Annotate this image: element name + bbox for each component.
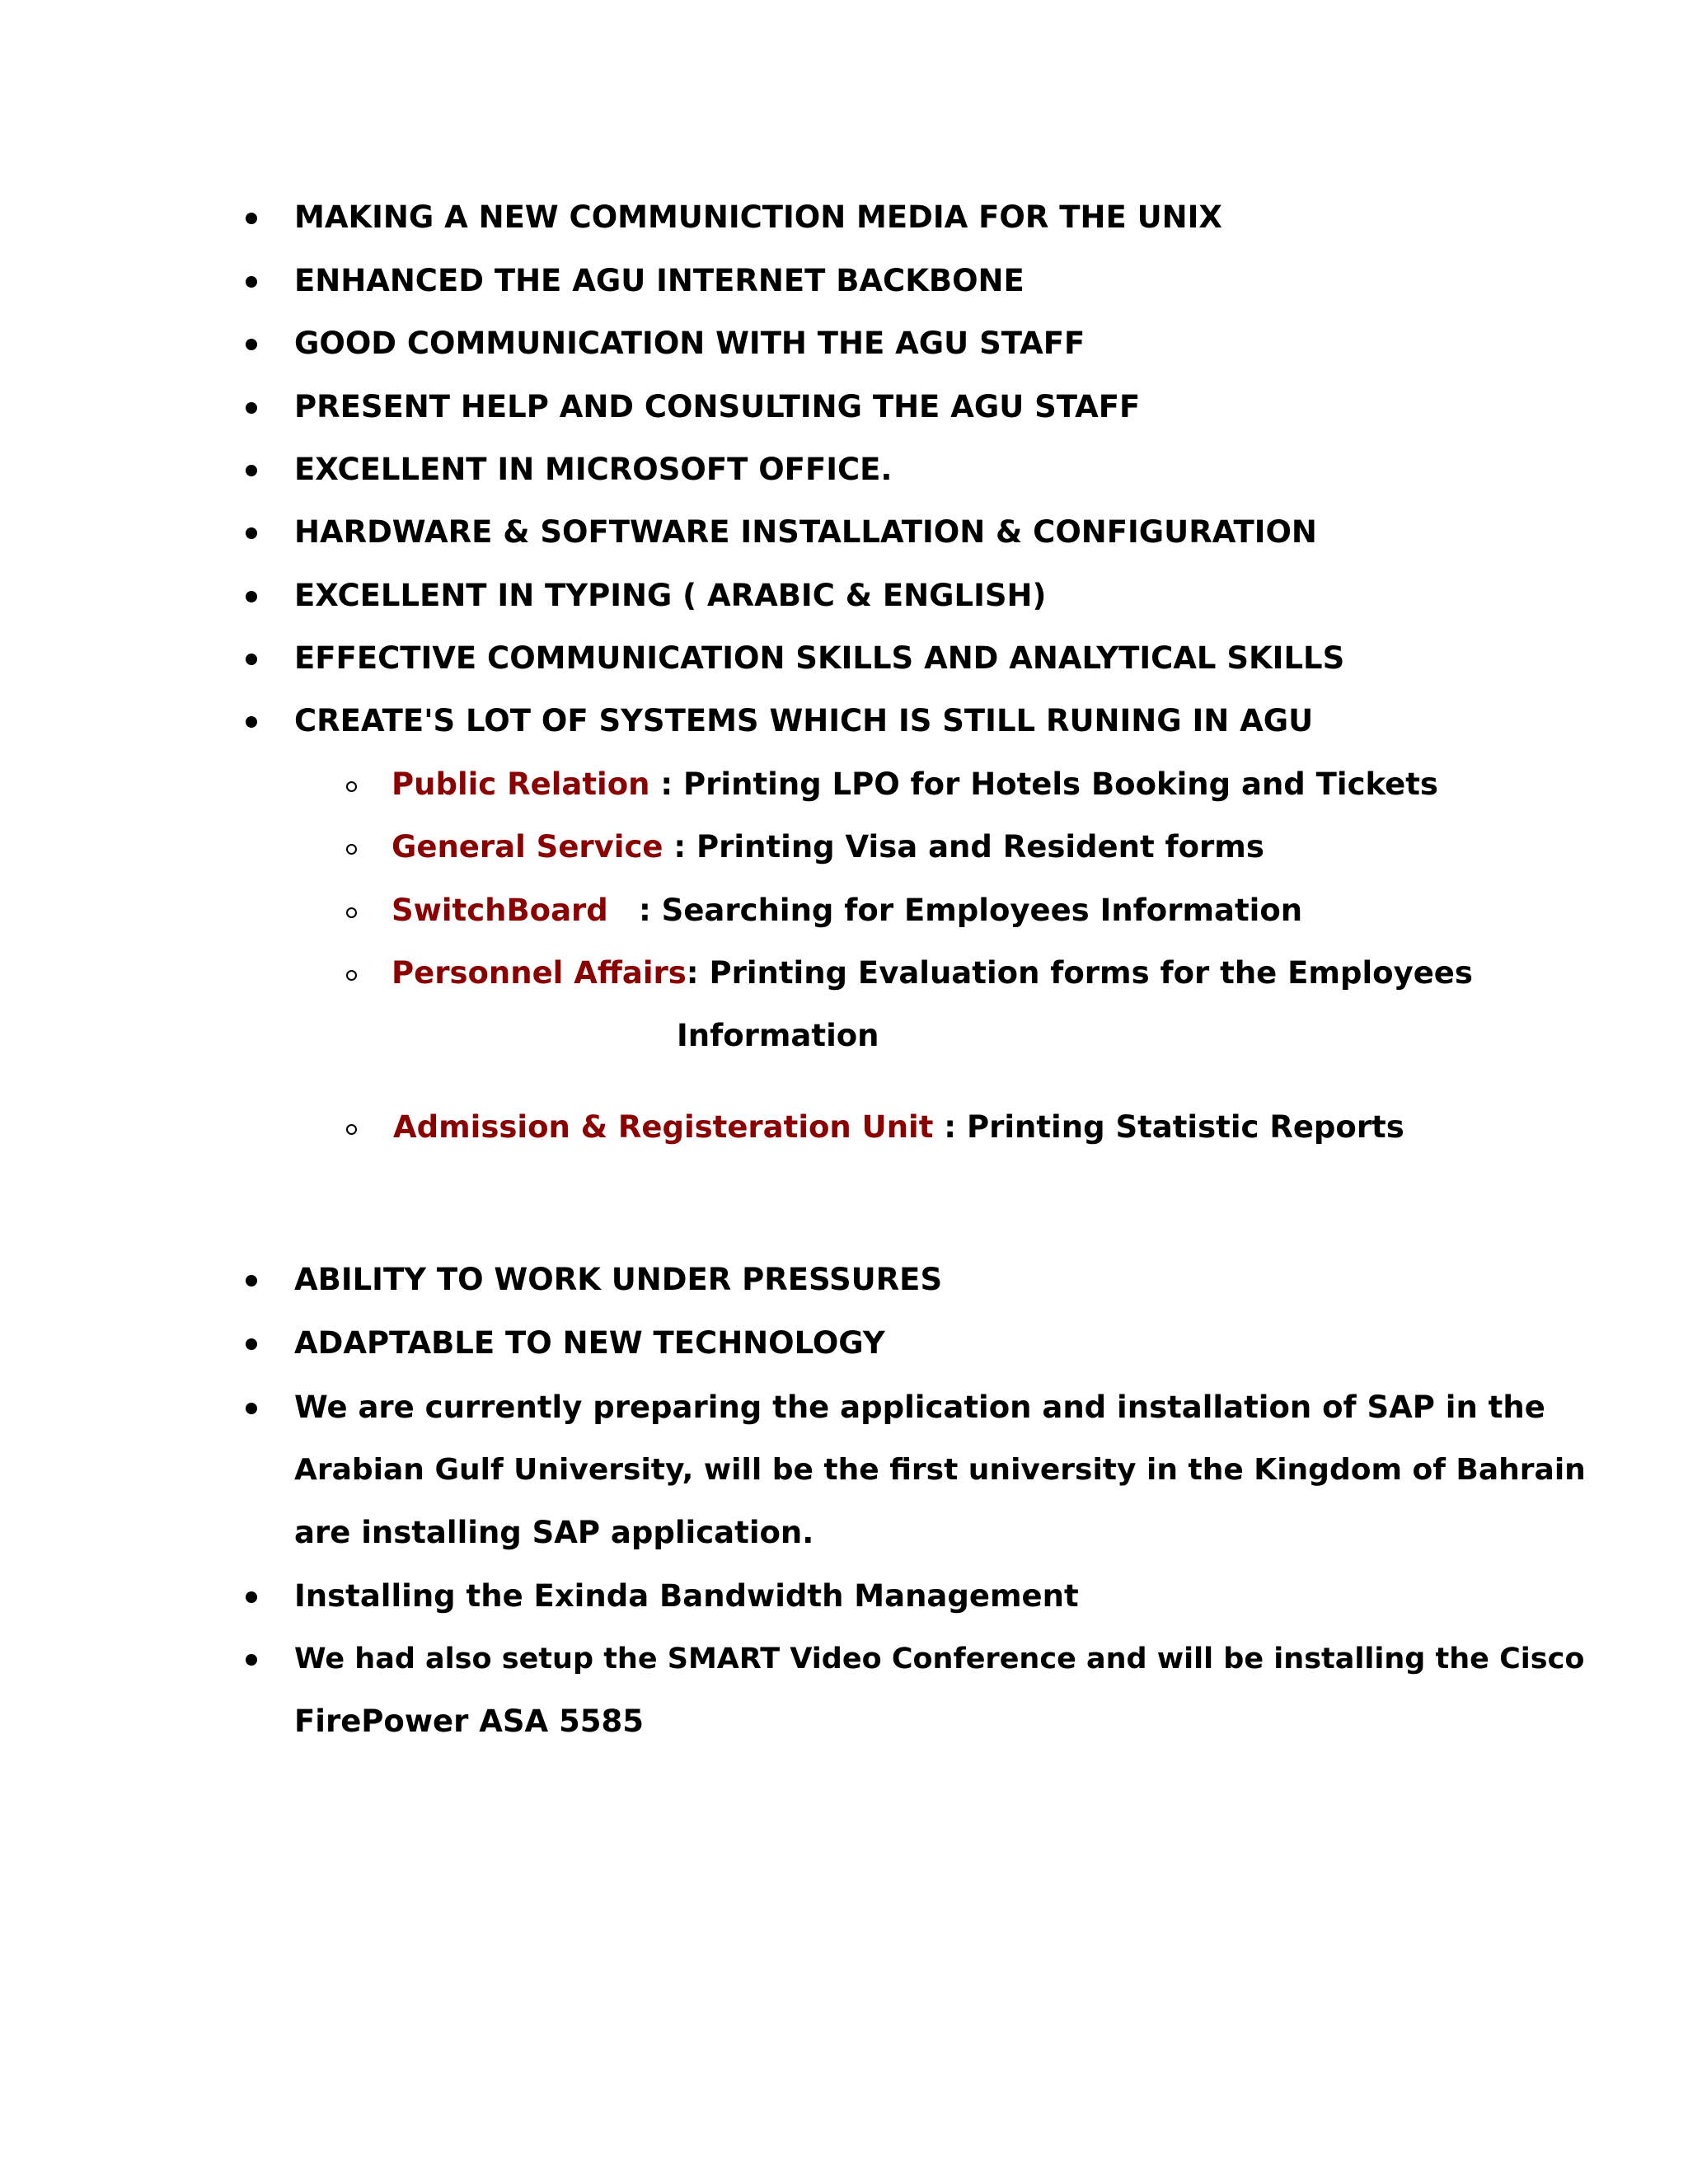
list-item: ADAPTABLE TO NEW TECHNOLOGY [294,1325,885,1361]
department-name: Admission & Registeration Unit [393,1109,934,1145]
bullet-icon [246,465,257,476]
list-item: CREATE'S LOT OF SYSTEMS WHICH IS STILL RUNING IN AGU [294,703,1314,738]
sublist-item [393,1108,1404,1147]
circle-bullet-icon [346,970,357,981]
bullet-icon [246,213,257,224]
circle-bullet-icon [346,1124,357,1135]
bullet-icon [246,527,257,539]
system-description: : Printing Evaluation forms for the Employees [686,955,1473,991]
bullet-icon [246,339,257,350]
list-item: PRESENT HELP AND CONSULTING THE AGU STAFF [294,389,1141,424]
bullet-icon [246,716,257,728]
system-description-continuation: Information [677,1018,879,1053]
department-name: Personnel Affairs [392,955,687,991]
sublist-item [392,765,1438,804]
paragraph-line: Arabian Gulf University, will be the first university in the Kingdom of Bahrain [294,1453,1586,1487]
sublist-item [392,954,1473,993]
list-item: ABILITY TO WORK UNDER PRESSURES [294,1262,943,1297]
circle-bullet-icon [346,907,357,918]
list-item: EFFECTIVE COMMUNICATION SKILLS AND ANALYTICAL SKILLS [294,640,1345,676]
bullet-icon [246,1591,257,1603]
department-name: Public Relation [392,766,650,802]
bullet-icon [246,1338,257,1350]
sublist-item [392,891,608,930]
paragraph-line: We are currently preparing the application and installation of SAP in the [294,1390,1545,1425]
list-item: ENHANCED THE AGU INTERNET BACKBONE [294,263,1025,298]
system-description: : Printing Visa and Resident forms [663,829,1264,865]
list-item: EXCELLENT IN TYPING ( ARABIC & ENGLISH) [294,578,1047,613]
sublist-item [392,827,1264,867]
department-name: SwitchBoard [392,893,608,928]
paragraph-line: FirePower ASA 5585 [294,1704,645,1739]
circle-bullet-icon [346,781,357,792]
bullet-icon [246,1654,257,1666]
list-item: HARDWARE & SOFTWARE INSTALLATION & CONFIGURATION [294,514,1317,550]
paragraph-line: We had also setup the SMART Video Conference and will be installing the Cisco [294,1643,1585,1675]
system-description: : Printing LPO for Hotels Booking and Tickets [649,766,1438,802]
department-name: General Service [392,829,663,865]
paragraph-line: Installing the Exinda Bandwidth Management [294,1578,1079,1614]
list-item: MAKING A NEW COMMUNICTION MEDIA FOR THE UNIX [294,199,1222,235]
paragraph-line: are installing SAP application. [294,1515,814,1550]
circle-bullet-icon [346,844,357,855]
bullet-icon [246,402,257,414]
system-description: : Searching for Employees Information [639,893,1303,928]
bullet-icon [246,654,257,665]
bullet-icon [246,1275,257,1286]
bullet-icon [246,591,257,602]
system-description: : Printing Statistic Reports [933,1109,1404,1145]
list-item: EXCELLENT IN MICROSOFT OFFICE. [294,452,893,487]
list-item: GOOD COMMUNICATION WITH THE AGU STAFF [294,326,1085,361]
bullet-icon [246,276,257,288]
bullet-icon [246,1403,257,1414]
